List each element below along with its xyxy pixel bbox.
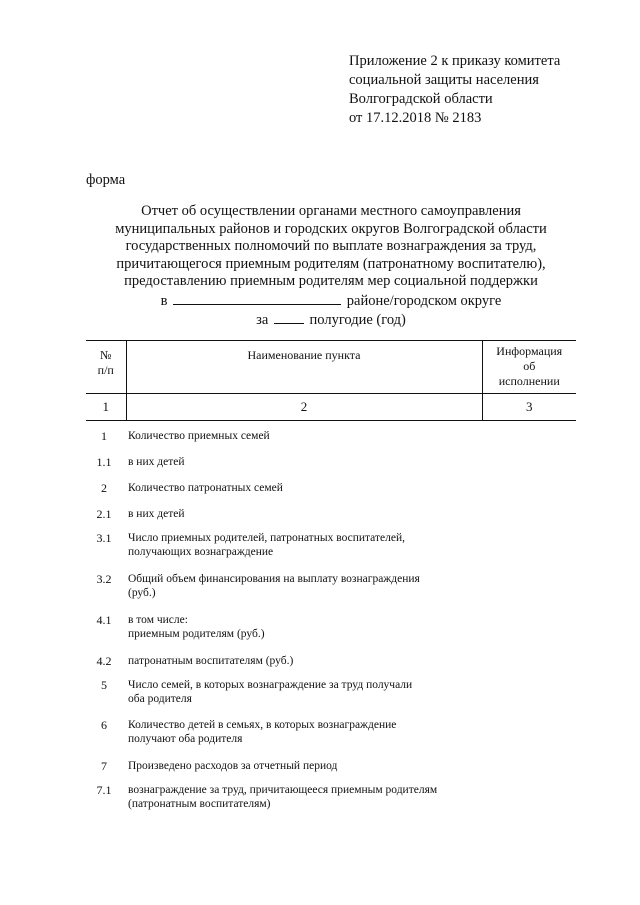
item-number: 6	[101, 718, 107, 732]
item-text: в них детей	[128, 508, 185, 520]
appendix-line: Приложение 2 к приказу комитета	[349, 53, 561, 69]
district-line	[86, 291, 576, 311]
item-number: 7	[101, 759, 107, 773]
header-number	[86, 341, 126, 394]
item-text: Произведено расходов за отчетный период	[128, 760, 338, 772]
column-number-3: 3	[482, 394, 576, 421]
header-item-name-text: Наименование пункта	[247, 348, 361, 362]
district-blank[interactable]	[173, 291, 341, 305]
appendix-line: от 17.12.2018 № 2183	[349, 110, 482, 126]
item-text: Количество детей в семьях, в которых вознаграждение получают оба родителя	[128, 719, 397, 745]
item-number: 3.2	[96, 572, 112, 586]
header-number-text: № п/п	[97, 348, 114, 377]
district-prefix: в	[160, 292, 168, 309]
header-execution-info	[482, 341, 576, 394]
title-line: предоставлению приемным родителям мер социальной поддержки	[124, 273, 538, 289]
item-number: 1	[101, 429, 107, 443]
item-text: в них детей	[128, 456, 185, 468]
report-title	[86, 203, 576, 330]
form-label: форма	[86, 172, 126, 188]
title-line: Отчет об осуществлении органами местного самоуправления	[141, 203, 521, 219]
header-item-name	[126, 341, 482, 394]
item-number: 7.1	[96, 783, 112, 797]
header-execution-info-text: Информация об исполнении	[496, 344, 563, 388]
item-text: Количество патронатных семей	[128, 482, 283, 494]
appendix-line: Волгоградской области	[349, 91, 493, 107]
item-number: 1.1	[96, 455, 112, 469]
period-blank[interactable]	[274, 310, 304, 324]
appendix-line: социальной защиты населения	[349, 72, 539, 88]
column-number-2: 2	[126, 394, 482, 421]
item-text: Количество приемных семей	[128, 430, 270, 442]
item-number: 4.1	[96, 613, 112, 627]
item-text: вознаграждение за труд, причитающееся приемным родителям (патронатным воспитателям)	[128, 784, 438, 810]
report-table-header	[86, 340, 576, 421]
title-line: муниципальных районов и городских округов Волгоградской области	[115, 220, 547, 237]
item-text: Число семей, в которых вознаграждение за труд получали оба родителя	[128, 679, 413, 705]
column-number-1: 1	[86, 394, 126, 421]
item-number: 2.1	[96, 507, 112, 521]
period-line	[86, 310, 576, 330]
item-number: 5	[101, 678, 107, 692]
appendix-header	[349, 52, 560, 128]
district-suffix: районе/городском округе	[346, 292, 502, 309]
item-number: 2	[101, 481, 107, 495]
item-text: в том числе: приемным родителям (руб.)	[128, 614, 265, 640]
title-line: государственных полномочий по выплате вознаграждения за труд,	[125, 238, 537, 254]
item-text: Число приемных родителей, патронатных воспитателей, получающих вознаграждение	[128, 532, 405, 558]
item-number: 4.2	[96, 654, 112, 668]
period-prefix: за	[256, 312, 269, 328]
item-number: 3.1	[96, 531, 112, 545]
period-suffix: полугодие (год)	[309, 312, 406, 328]
item-text: Общий объем финансирования на выплату вознаграждения (руб.)	[128, 573, 420, 599]
item-text: патронатным воспитателям (руб.)	[128, 655, 294, 667]
title-line: причитающегося приемным родителям (патронатному воспитателю),	[116, 255, 546, 272]
